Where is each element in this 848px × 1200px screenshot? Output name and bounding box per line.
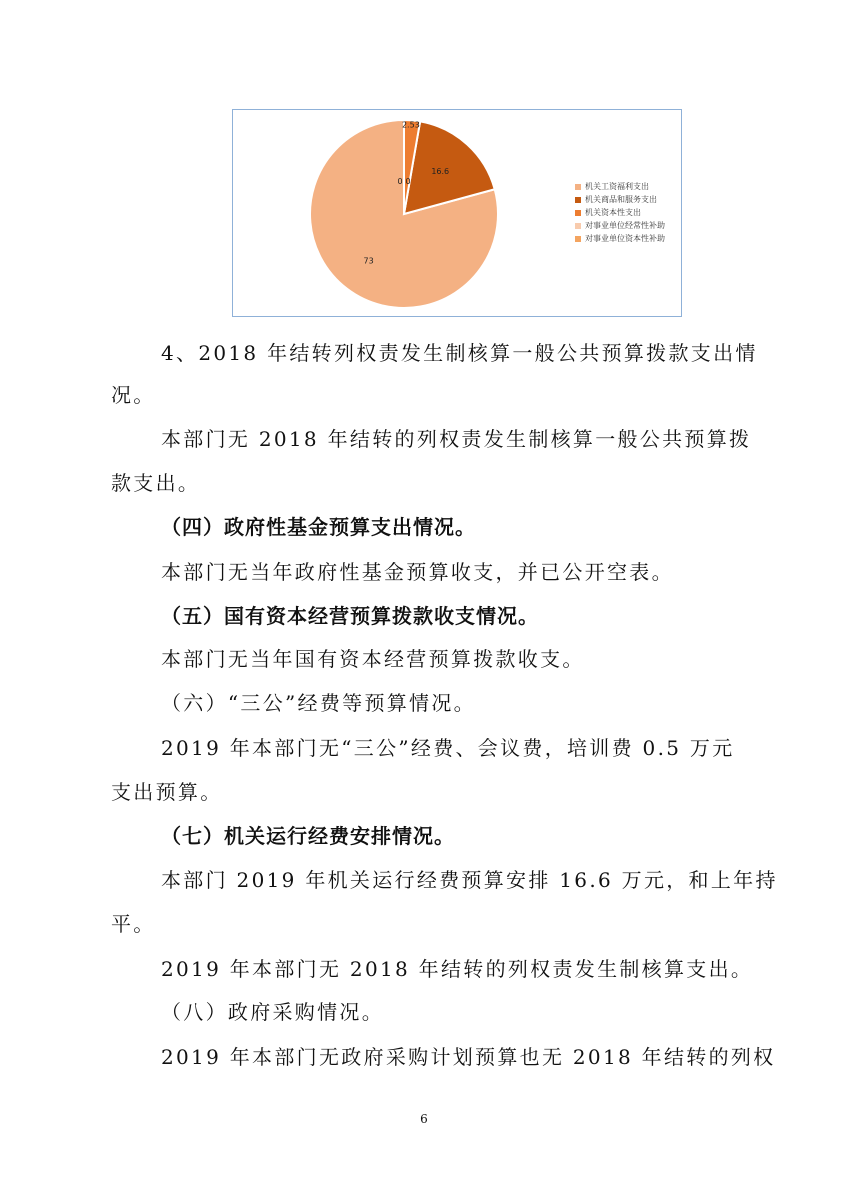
section-heading-8: （八）政府采购情况。 <box>161 1000 384 1024</box>
paragraph-line-9: 本部门 2019 年机关运行经费预算安排 16.6 万元，和上年持 <box>161 868 778 892</box>
pie-data-label-5: 0 <box>405 177 411 187</box>
chart-legend <box>575 180 665 245</box>
paragraph-line-2: 况。 <box>111 383 156 407</box>
paragraph-line-5: 本部门无当年政府性基金预算收支，并已公开空表。 <box>161 560 674 584</box>
pie-data-label-2: 16.6 <box>431 166 450 176</box>
paragraph-line-6: 本部门无当年国有资本经营预算拨款收支。 <box>161 647 585 671</box>
page-number: 6 <box>420 1112 428 1126</box>
legend-swatch-3 <box>575 210 581 216</box>
legend-swatch-4 <box>575 223 581 229</box>
pie-data-label-1: 73 <box>363 256 374 266</box>
paragraph-line-1: 4、2018 年结转列权责发生制核算一般公共预算拨款支出情 <box>161 341 758 365</box>
legend-swatch-2 <box>575 197 581 203</box>
legend-swatch-5 <box>575 236 581 242</box>
section-heading-5: （五）国有资本经营预算拨款收支情况。 <box>161 604 539 628</box>
legend-label-5: 对事业单位资本性补助 <box>585 234 665 243</box>
pie-chart <box>232 109 682 317</box>
section-heading-7: （七）机关运行经费安排情况。 <box>161 824 455 848</box>
legend-label-2: 机关商品和服务支出 <box>585 195 657 204</box>
paragraph-line-10: 平。 <box>111 912 156 936</box>
paragraph-line-7: 2019 年本部门无“三公”经费、会议费，培训费 0.5 万元 <box>161 736 735 760</box>
legend-label-3: 机关资本性支出 <box>585 208 641 217</box>
paragraph-line-4: 款支出。 <box>111 471 201 495</box>
legend-item-2 <box>575 193 665 206</box>
section-heading-6: （六）“三公”经费等预算情况。 <box>161 691 476 715</box>
section-heading-4: （四）政府性基金预算支出情况。 <box>161 515 476 539</box>
paragraph-line-8: 支出预算。 <box>111 780 223 804</box>
legend-item-1 <box>575 180 665 193</box>
legend-item-4 <box>575 219 665 232</box>
paragraph-line-12: 2019 年本部门无政府采购计划预算也无 2018 年结转的列权 <box>161 1045 776 1069</box>
legend-label-1: 机关工资福利支出 <box>585 182 649 191</box>
pie-data-label-3: 2.53 <box>401 120 420 130</box>
legend-swatch-1 <box>575 184 581 190</box>
legend-item-3 <box>575 206 665 219</box>
legend-item-5 <box>575 232 665 245</box>
legend-label-4: 对事业单位经常性补助 <box>585 221 665 230</box>
pie-data-label-4: 0 <box>397 177 403 187</box>
paragraph-line-11: 2019 年本部门无 2018 年结转的列权责发生制核算支出。 <box>161 957 754 981</box>
paragraph-line-3: 本部门无 2018 年结转的列权责发生制核算一般公共预算拨 <box>161 427 752 451</box>
